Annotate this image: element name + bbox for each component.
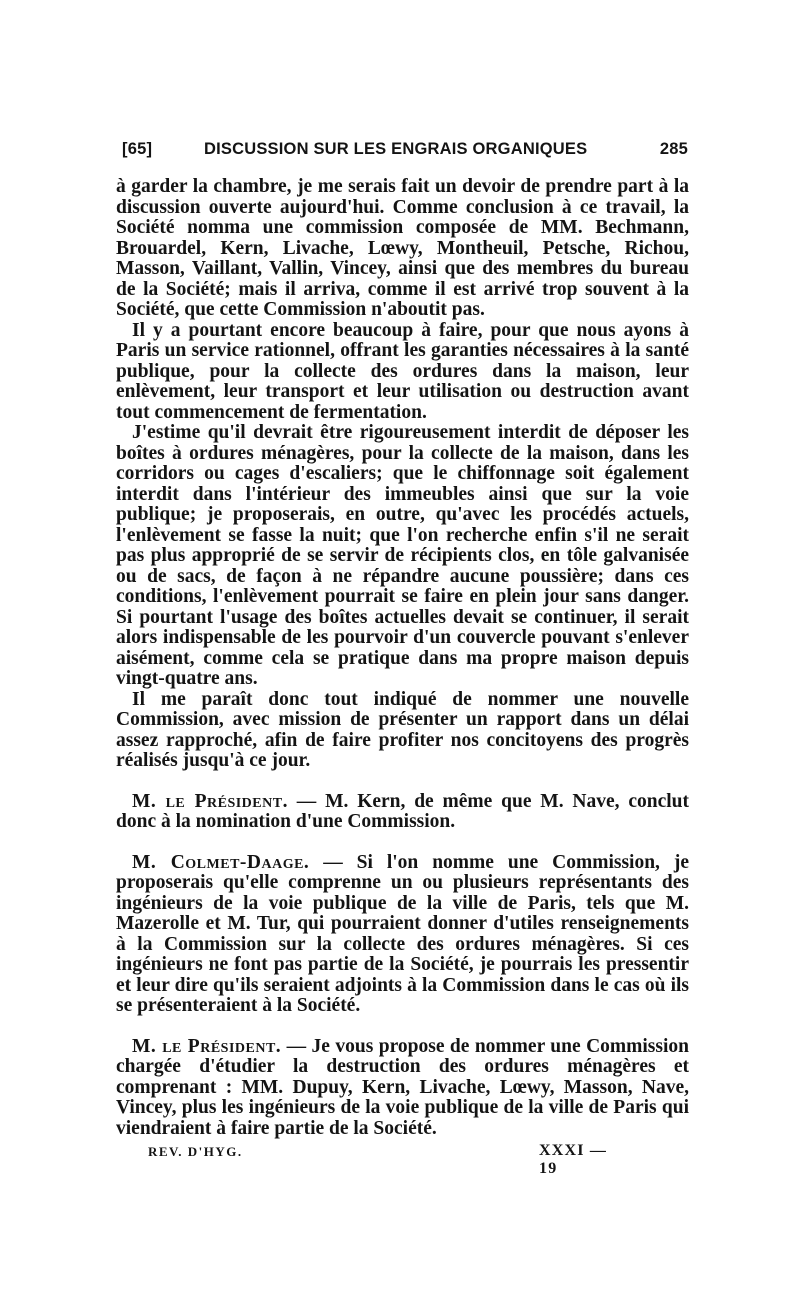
paragraph: J'estime qu'il devrait être rigoureusement interdit de déposer les boîtes à ordures ménagères, pour la collecte de la maison, dans les corridors ou cages d'escaliers; que le chiffonnage soit également interdit dans l'intérieur des immeubles ainsi que sur la voie publique; je proposerais, en outre, qu'avec les procédés actuels, l'enlèvement se fasse la nuit; que l'on recherche enfin s'il ne serait pas plus approprié de se servir de récipients clos, en tôle galvanisée ou de sacs, de façon à ne répandre aucune poussière; dans ces conditions, l'enlèvement pourrait se faire en plein jour sans danger. Si pourtant l'usage des boîtes actuelles devait se continuer, il serait alors indispensable de les pourvoir d'un couvercle pouvant s'enlever aisément, comme cela se pratique dans ma propre maison depuis vingt-quatre ans. — [116, 422, 689, 689]
paragraph: Il y a pourtant encore beaucoup à faire, pour que nous ayons à Paris un service rationnel, offrant les garanties nécessaires à la santé publique, pour la collecte des ordures dans la maison, leur enlèvement, leur transport et leur utilisation ou destruction avant tout commencement de fermentation. — [116, 319, 689, 423]
page-footer — [148, 1140, 628, 1177]
intervention — [116, 853, 689, 1017]
speaker-name: M. le Président. — [132, 790, 288, 812]
intervention-text: — Je vous propose de nommer une Commission chargée d'étudier la destruction des ordures ménagères et comprenant : MM. Dupuy, Kern, Livache, Lœwy, Masson, Nave, Vincey, plus les ingénieurs de la voie publique de la ville de Paris qui viendraient à faire partie de la Société. — [116, 1035, 689, 1139]
section-number: [65] — [122, 140, 153, 158]
speaker-name: M. Colmet-Daage. — [132, 851, 310, 873]
page-number: 285 — [659, 140, 688, 158]
intervention-text: — M. Kern, de même que M. Nave, conclut donc à la nomination d'une Commission. — [116, 790, 689, 832]
signature-mark: XXXI — 19 — [539, 1142, 608, 1177]
running-title: DISCUSSION SUR LES ENGRAIS ORGANIQUES — [204, 140, 588, 158]
paragraph: à garder la chambre, je me serais fait un devoir de prendre part à la discussion ouverte aujourd'hui. Comme conclusion à ce travail, la Société nomma une commission composée de MM. Bechmann, Brouardel, Kern, Livache, Lœwy, Montheuil, Petsche, Richou, Masson, Vaillant, Vallin, Vincey, ainsi que des membres du bureau de la Société; mais il arriva, comme il est arrivé trop souvent à la Société, que cette Commission n'aboutit pas. — [116, 176, 689, 320]
running-header — [122, 140, 688, 166]
speaker-name: M. le Président. — [132, 1035, 282, 1057]
page-body — [116, 177, 689, 1139]
journal-abbreviation: REV. D'HYG. — [148, 1144, 243, 1159]
paragraph: Il me paraît donc tout indiqué de nommer une nouvelle Commission, avec mission de présenter un rapport dans un délai assez rapproché, afin de faire profiter nos concitoyens des progrès réalisés jusqu'à ce jour. — [116, 688, 689, 771]
intervention — [116, 1037, 689, 1140]
intervention — [116, 792, 689, 833]
intervention-text: — Si l'on nomme une Commission, je proposerais qu'elle comprenne un ou plusieurs représentants des ingénieurs de la voie publique de la ville de Paris, tels que M. Mazerolle et M. Tur, qui pourraient donner d'utiles renseignements à la Commission sur la collecte des ordures ménagères. Si ces ingénieurs ne font pas partie de la Société, je pourrais les pressentir et leur dire qu'ils seraient adjoints à la Commission dans le cas où ils se présenteraient à la Société. — [116, 851, 689, 1016]
